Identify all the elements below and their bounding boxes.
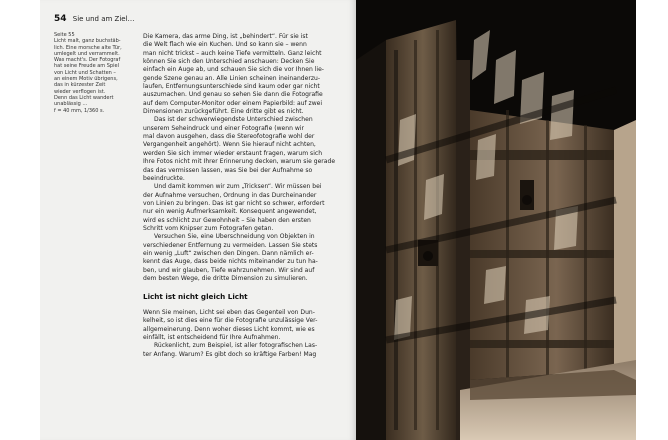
page-header	[54, 14, 135, 24]
body-line: verschiedener Entfernung zu vermeiden. Lassen Sie stets	[143, 241, 318, 249]
caption-line: Seite 55	[54, 32, 75, 38]
body-line: kennt das Auge, dass beide nichts miteinander zu tun ha-	[143, 258, 318, 266]
body-line: das das vermissen lassen, was Sie bei der Aufnahme so	[143, 166, 313, 174]
body-line: Versuchen Sie, eine Überschneidung von Objekten in	[154, 233, 315, 241]
body-line: beeindruckte.	[143, 174, 185, 182]
body-line: einfällt, ist entscheidend für Ihre Aufnahmen.	[143, 334, 281, 342]
door-photo-graphic	[356, 0, 636, 440]
caption-line: Denn das Licht wandert	[54, 94, 114, 101]
body-line: auszumachen. Und genau so sehen Sie dann die Fotografie	[143, 91, 323, 99]
body-line: wird es schlicht zur Gewohnheit – Sie haben den ersten	[143, 216, 311, 224]
body-line: Schritt vom Knipser zum Fotografen getan.	[143, 224, 274, 232]
body-line: Die Kamera, das arme Ding, ist „behindert“. Für sie ist	[143, 33, 308, 40]
caption-line: umlegelt und verrammelt.	[54, 50, 120, 57]
caption-line: von Licht und Schatten –	[54, 69, 116, 76]
body-line: der Aufnahme versuchen, Ordnung in das Durcheinander	[143, 191, 317, 199]
caption-line: das in kürzester Zeit	[54, 82, 106, 89]
body-line: nur ein wenig Aufmerksamkeit. Konsequent angewendet,	[143, 208, 317, 216]
body-line: unserem Seheindruck und einer Fotografie (wenn wir	[143, 124, 304, 132]
body-line: dem besten Wege, die dritte Dimension zu simulieren.	[143, 274, 308, 282]
section-heading: Licht ist nicht gleich Licht	[143, 291, 248, 301]
body-line: einfach ein Auge ab, und schauen Sie sich die vor Ihnen lie-	[143, 66, 324, 74]
body-line: Ihre Fotos nicht mit Ihrer Erinnerung decken, warum sie gerade	[143, 158, 336, 166]
body-line: kelheit, so ist dies eine für die Fotografie unzulässige Ver-	[143, 317, 318, 325]
body-line: gende Szene genau an. Alle Linien scheinen ineinanderzu-	[143, 74, 321, 82]
body-line: Rückenlicht, zum Beispiel, ist aller fotografischen Las-	[154, 342, 318, 350]
body-line: auf dem Computer-Monitor oder einem Papierbild: auf zwei	[143, 99, 323, 107]
body-line: von Linien zu bringen. Das ist gar nicht so schwer, erfordert	[143, 199, 325, 207]
left-page	[40, 0, 356, 440]
body-line: Vergangenheit angehört). Wenn Sie hierauf nicht achten,	[143, 141, 316, 149]
body-line: allgemeinerung. Denn woher dieses Licht kommt, wie es	[143, 325, 315, 333]
caption-line: Licht malt, ganz buchstäb-	[54, 38, 121, 45]
body-line: Das ist der schwerwiegendste Unterschied zwischen	[154, 116, 313, 124]
caption-line: lich. Eine morsche alte Tür,	[54, 44, 122, 51]
running-title: Sie und am Ziel…	[72, 15, 135, 23]
caption-line: Was macht's. Der Fotograf	[54, 57, 121, 64]
right-margin	[636, 0, 668, 440]
body-line: mal davon ausgehen, dass die Stereofotografie wohl der	[143, 133, 315, 141]
body-line: die Welt flach wie ein Kuchen. Und so kann sie – wenn	[143, 41, 307, 49]
caption-line: an einem Motiv übrigens,	[54, 76, 118, 83]
body-line: können Sie sich den Unterschied anschauen: Decken Sie	[143, 58, 315, 66]
caption-line: hat seine Freude am Spiel	[54, 63, 119, 70]
body-line: werden Sie sich immer wieder erstaunt fragen, warum sich	[143, 149, 323, 157]
door-photograph	[356, 0, 636, 440]
page-number: 54	[54, 14, 67, 24]
caption-line: unablässig …	[54, 101, 88, 108]
spacer	[143, 301, 346, 309]
body-line: man nicht trickst – auch keine Tiefe vermitteln. Ganz leicht	[143, 49, 322, 57]
body-line: laufen, Entfernungsunterschiede sind kaum oder gar nicht	[143, 83, 320, 91]
body-line: ter Anfang. Warum? Es gibt doch so kräftige Farben! Mag	[143, 350, 317, 358]
photo-caption	[54, 32, 136, 114]
spacer	[143, 283, 346, 291]
body-text	[143, 33, 346, 359]
body-line: Wenn Sie meinen, Licht sei eben das Gegenteil von Dun-	[143, 309, 315, 316]
body-line: Dimensionen zurückgeführt. Eine dritte gibt es nicht.	[143, 108, 304, 116]
body-line: ein wenig „Luft“ zwischen den Dingen. Dann nämlich er-	[143, 249, 314, 257]
caption-line: f = 40 mm, 1/360 s.	[54, 107, 105, 114]
caption-line: wieder verflogen ist.	[54, 88, 106, 95]
body-line: ben, und wir glauben, Tiefe wahrzunehmen. Wir sind auf	[143, 266, 315, 274]
left-margin	[0, 0, 40, 440]
body-line: Und damit kommen wir zum „Tricksen“. Wir müssen bei	[154, 183, 322, 191]
